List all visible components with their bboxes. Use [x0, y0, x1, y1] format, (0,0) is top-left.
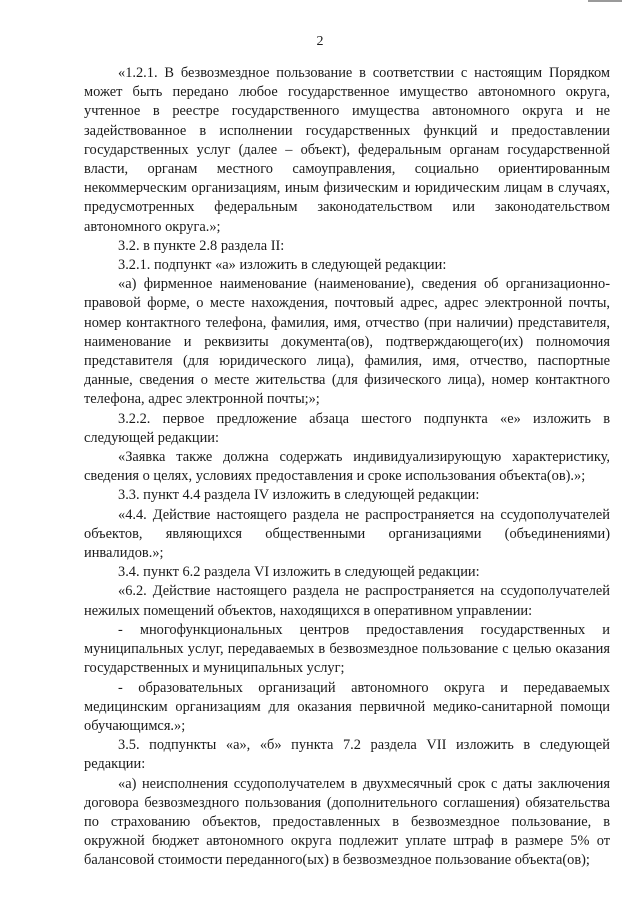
list-item-mfc: - многофункциональных центров предоставления государственных и муниципальных услуг, передаваемых в безвозмездное пользование с целью оказания государственных и муниципальных услуг;: [84, 621, 610, 677]
subitem-a-text: «а) фирменное наименование (наименование), сведения об организационно-правовой форме, о месте нахождения, почтовый адрес, адрес электронной почты, номер контактного телефона, фамилия, имя, отчество (при наличии) представителя, наименование и реквизиты документа(ов), подтверждающего(их) полномочия представителя (для юридического лица), фамилия, имя, отчество, паспортные данные, сведения о месте жительства (для физического лица), номер контактного телефона, адрес электронной почты;»;: [84, 276, 610, 408]
scan-edge-mark: [588, 0, 622, 2]
application-sentence-text: «Заявка также должна содержать индивидуализирующую характеристику, сведения о целях, условиях предоставления и сроке использования объекта(ов).»;: [84, 449, 610, 485]
item-4-4-text: «4.4. Действие настоящего раздела не распространяется на ссудополучателей объектов, являющихся общественными организациями (объединениями) инвалидов.»;: [84, 506, 610, 562]
paragraph-3-5-heading: 3.5. подпункты «а», «б» пункта 7.2 раздела VII изложить в следующей редакции:: [84, 737, 610, 773]
paragraph-3-3-heading: 3.3. пункт 4.4 раздела IV изложить в следующей редакции:: [118, 487, 480, 504]
list-item-education: - образовательных организаций автономного округа и передаваемых медицинским организациям для оказания первичной медико-санитарной помощи обучающимся.»;: [84, 679, 610, 734]
paragraph-3-2-heading: 3.2. в пункте 2.8 раздела II:: [118, 237, 285, 254]
subitem-a-penalty-text: «а) неисполнения ссудополучателем в двухмесячный срок с даты заключения договора безвозмездного пользования (дополнительного соглашения) обязательства по страхованию объектов, предоставленных в безвозмездное пользование, в окружной бюджет автономного округа подлежит уплате штраф в размере 5% от балансовой стоимости переданного(ых) в безвозмездное пользование объекта(ов);: [84, 775, 610, 869]
paragraph-3-2-1-heading: 3.2.1. подпункт «а» изложить в следующей редакции:: [118, 257, 447, 274]
page-number: 2: [316, 34, 324, 49]
paragraph-3-2-2-heading: 3.2.2. первое предложение абзаца шестого подпункта «е» изложить в следующей редакции:: [84, 410, 610, 446]
item-6-2-text: «6.2. Действие настоящего раздела не распространяется на ссудополучателей нежилых помещений объектов, находящихся в оперативном управлении:: [84, 583, 610, 619]
paragraph-3-4-heading: 3.4. пункт 6.2 раздела VI изложить в следующей редакции:: [118, 564, 480, 581]
paragraph-1-2-1-text: «1.2.1. В безвозмездное пользование в соответствии с настоящим Порядком может быть передано любое государственное имущество автономного округа, учтенное в реестре государственного имущества автономного округа и не задействованное в исполнении государственных функций и предоставлении государственных услуг (далее – объект), федеральным органам государственной власти, органам местного самоуправления, социально ориентированным некоммерческим организациям, иным физическим и юридическим лицам в случаях, предусмотренных федеральным законодательством или законодательством автономного округа.»;: [84, 65, 610, 235]
document-body: [84, 64, 610, 871]
